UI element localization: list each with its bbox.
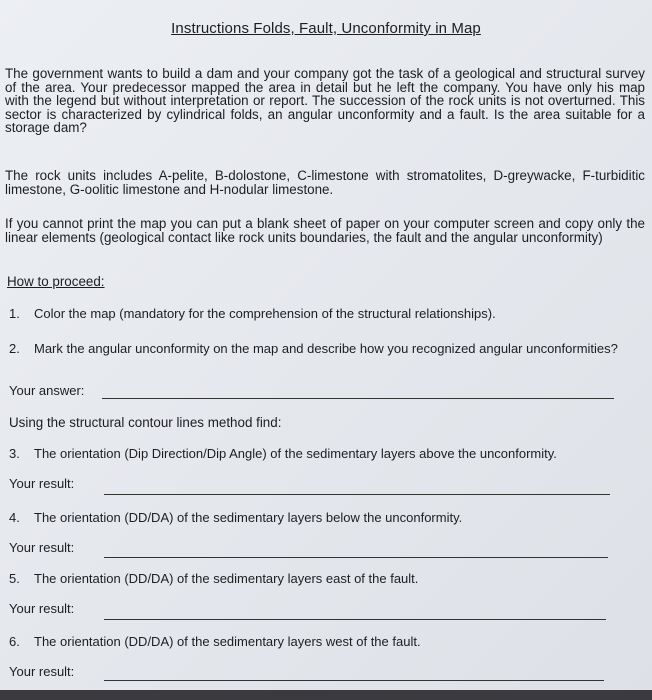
step-text: The orientation (DD/DA) of the sedimentary layers below the unconformity. — [34, 510, 463, 525]
step-6 — [9, 635, 634, 649]
contour-method-text: Using the structural contour lines method find: — [9, 415, 282, 430]
step-text: The orientation (Dip Direction/Dip Angle) of the sedimentary layers above the unconformity. — [34, 446, 557, 461]
step-5 — [9, 572, 634, 586]
step-1 — [9, 307, 634, 321]
step-3 — [9, 447, 634, 461]
step-number: 4. — [9, 510, 20, 525]
result-line[interactable] — [104, 494, 610, 495]
step-number: 2. — [9, 341, 20, 356]
answer-line[interactable] — [102, 398, 614, 399]
step-4 — [9, 511, 634, 525]
result-label: Your result: — [9, 476, 75, 491]
how-to-proceed-heading: How to proceed: — [7, 274, 105, 289]
result-label: Your result: — [9, 540, 75, 555]
page-bottom-shadow — [0, 690, 652, 700]
print-note-paragraph: If you cannot print the map you can put a blank sheet of paper on your computer screen and copy only the linear elements (geological contact like rock units boundaries, the fault and the angular unconformity) — [5, 216, 645, 245]
page-title: Instructions Folds, Fault, Unconformity in Map — [171, 20, 481, 37]
step-text: Mark the angular unconformity on the map and describe how you recognized angular unconformities? — [34, 341, 618, 356]
result-line[interactable] — [104, 680, 604, 681]
step-2 — [9, 342, 634, 356]
step-text: Color the map (mandatory for the comprehension of the structural relationships). — [34, 306, 496, 321]
step-text: The orientation (DD/DA) of the sedimentary layers east of the fault. — [34, 571, 419, 586]
step-number: 6. — [9, 634, 20, 649]
step-number: 5. — [9, 571, 20, 586]
rock-units-paragraph: The rock units includes A-pelite, B-dolostone, C-limestone with stromatolites, D-greywacke, F-turbiditic limestone, G-oolitic limestone and H-nodular limestone. — [5, 168, 645, 197]
result-line[interactable] — [104, 557, 608, 558]
result-line[interactable] — [104, 619, 606, 620]
intro-paragraph: The government wants to build a dam and your company got the task of a geological and structural survey of the area. Your predecessor mapped the area in detail but he left the company. You have only his map with the legend but without interpretation or report. The succession of the rock units is not overturned. This sector is characterized by cylindrical folds, an angular unconformity and a fault. Is the area suitable for a storage dam? — [5, 66, 645, 136]
answer-label: Your answer: — [9, 383, 85, 398]
step-number: 1. — [9, 306, 20, 321]
step-number: 3. — [9, 446, 20, 461]
step-text: The orientation (DD/DA) of the sedimentary layers west of the fault. — [34, 634, 421, 649]
result-label: Your result: — [9, 664, 75, 679]
result-label: Your result: — [9, 601, 75, 616]
